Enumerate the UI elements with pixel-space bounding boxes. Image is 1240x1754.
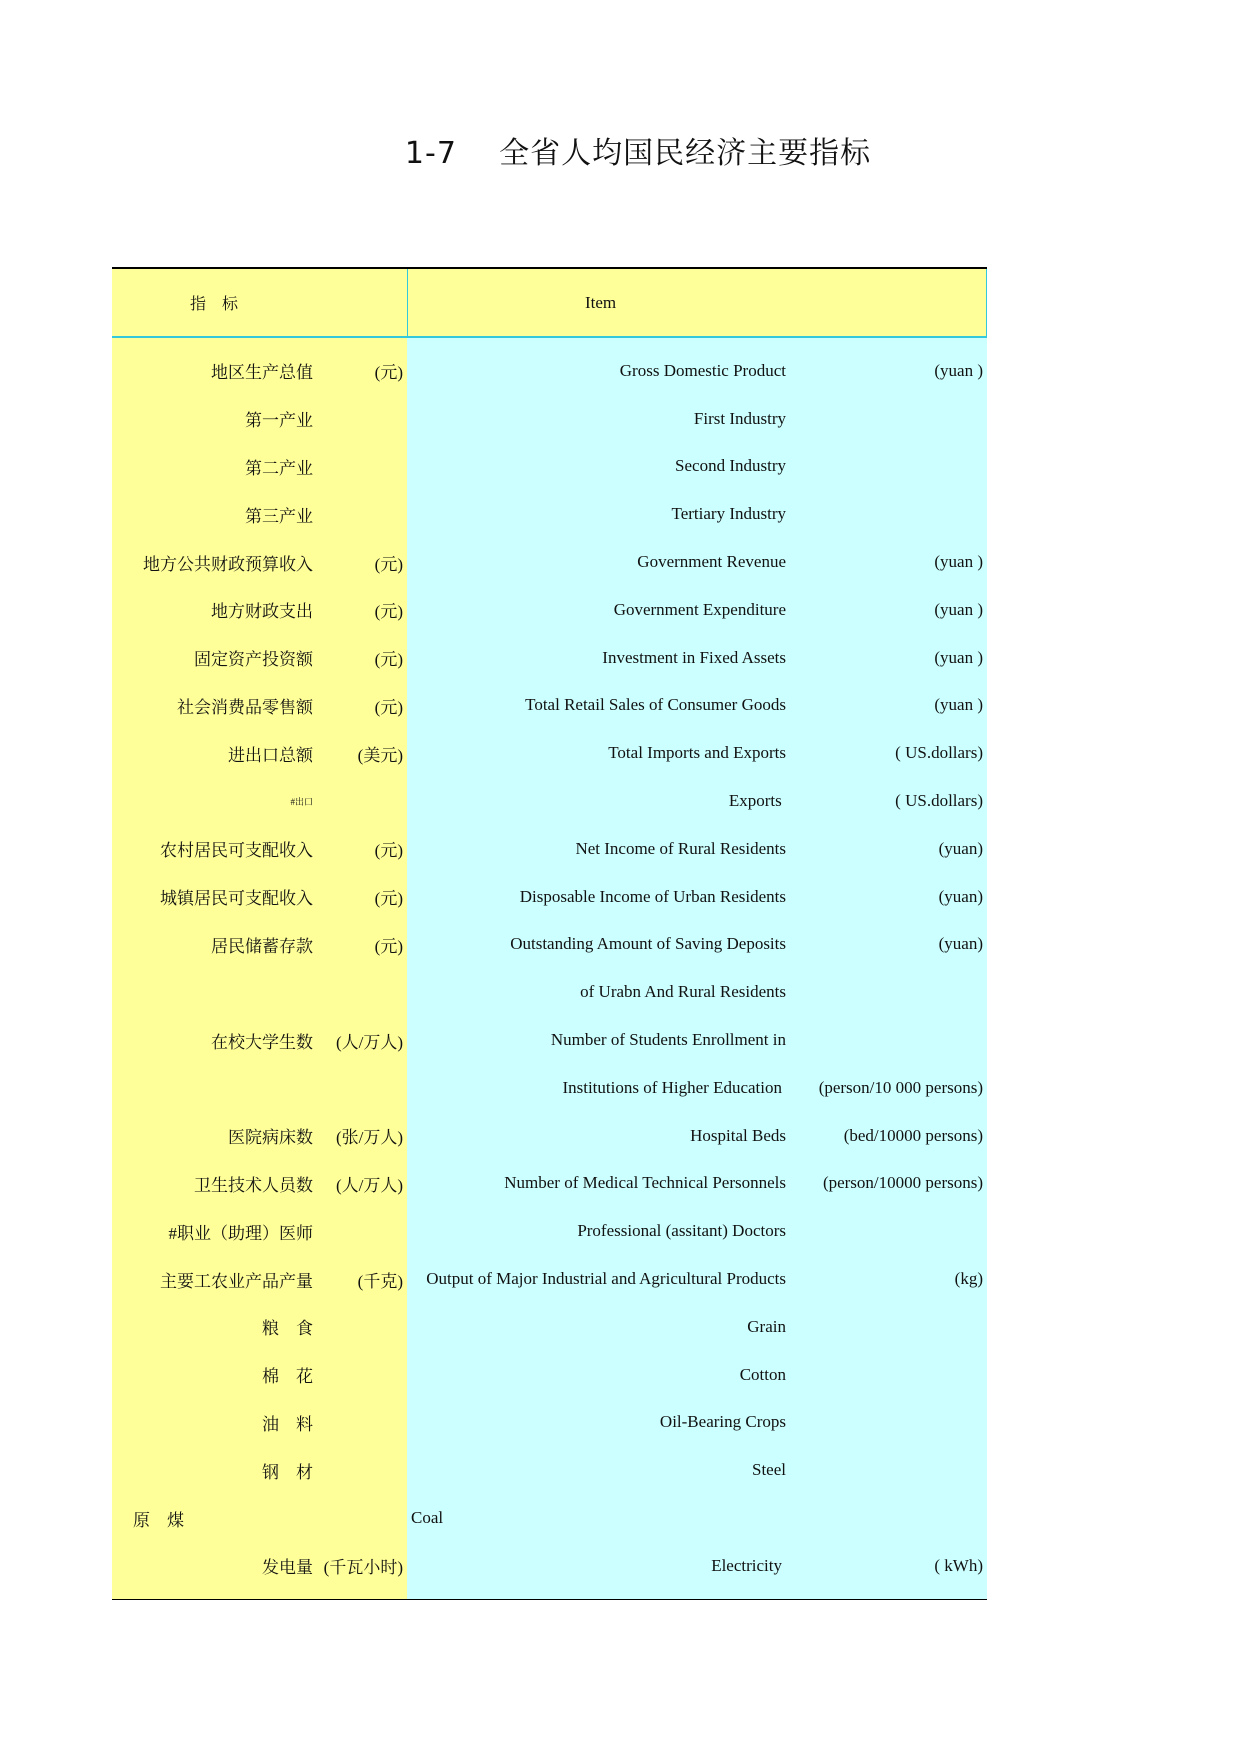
cn-unit: (人/万人): [335, 1175, 403, 1195]
page-title: 1-7 全省人均国民经济主要指标: [404, 136, 872, 171]
cn-unit: (元): [374, 554, 403, 574]
en-unit: (yuan): [938, 886, 983, 906]
cn-label: 社会消费品零售额: [177, 697, 313, 717]
en-unit: (yuan ): [934, 647, 983, 667]
en-unit: (person/10 000 persons): [818, 1077, 983, 1097]
en-unit: (bed/10000 persons): [843, 1125, 983, 1145]
en-label: Grain: [747, 1316, 786, 1336]
cn-label: 在校大学生数: [211, 1032, 313, 1052]
cn-label: 第一产业: [245, 411, 313, 431]
table-row: [112, 1207, 987, 1255]
cn-label: 卫生技术人员数: [194, 1175, 313, 1195]
cn-label: 第二产业: [245, 458, 313, 478]
cn-label: 粮 食: [262, 1319, 313, 1339]
cn-unit: (美元): [357, 745, 403, 765]
cn-label: #职业（助理）医师: [168, 1223, 313, 1243]
en-label: Government Expenditure: [613, 599, 786, 619]
cn-label: 地区生产总值: [211, 363, 313, 383]
cn-label: 固定资产投资额: [194, 650, 313, 670]
table-row: [112, 634, 987, 682]
en-label: Government Revenue: [637, 552, 786, 572]
cn-unit: (人/万人): [335, 1032, 403, 1052]
cn-unit: (元): [374, 889, 403, 909]
header-en-label: Item: [407, 269, 987, 336]
en-label: First Industry: [693, 408, 786, 428]
table-row: [112, 1255, 987, 1303]
en-unit: (yuan): [938, 838, 983, 858]
cn-unit: (元): [374, 697, 403, 717]
cn-label: 医院病床数: [228, 1128, 313, 1148]
en-label: Number of Medical Technical Personnels: [504, 1173, 786, 1193]
en-unit: ( US.dollars): [895, 743, 983, 763]
en-unit: (yuan ): [934, 360, 983, 380]
cn-unit: (千克): [357, 1271, 403, 1291]
cn-unit: (元): [374, 841, 403, 861]
en-label: Investment in Fixed Assets: [602, 647, 786, 667]
cn-label: 油 料: [262, 1414, 313, 1434]
table-row: [112, 1351, 987, 1399]
table-row: [112, 1399, 987, 1447]
table-row: [112, 921, 987, 969]
en-unit: (person/10000 persons): [822, 1173, 983, 1193]
table-row: [112, 777, 987, 825]
en-label: Hospital Beds: [690, 1125, 786, 1145]
indicator-table: [112, 267, 987, 1600]
en-label: Total Imports and Exports: [608, 743, 786, 763]
en-unit: (yuan ): [934, 599, 983, 619]
table-row: [112, 586, 987, 634]
cn-unit: (千瓦小时): [323, 1558, 403, 1578]
en-unit: (kg): [954, 1269, 983, 1289]
table-row: [112, 538, 987, 586]
cn-label: 农村居民可支配收入: [160, 841, 313, 861]
cn-label: 发电量: [262, 1558, 313, 1578]
en-label: Cotton: [739, 1364, 786, 1384]
en-unit: ( US.dollars): [895, 791, 983, 811]
table-row: [112, 443, 987, 491]
en-label: Gross Domestic Product: [619, 360, 786, 380]
cn-label: 棉 花: [262, 1367, 313, 1387]
cn-label: 地方财政支出: [211, 602, 313, 622]
table-row: [112, 1303, 987, 1351]
en-label: Institutions of Higher Education: [562, 1077, 782, 1097]
cn-label: 城镇居民可支配收入: [160, 889, 313, 909]
cn-unit: (张/万人): [335, 1128, 403, 1148]
en-label: Net Income of Rural Residents: [575, 838, 786, 858]
en-label: Oil-Bearing Crops: [659, 1412, 786, 1432]
en-label: Total Retail Sales of Consumer Goods: [525, 695, 786, 715]
table-row: [112, 1016, 987, 1064]
en-label: Tertiary Industry: [671, 504, 786, 524]
table-row: [112, 968, 987, 1016]
cn-label: 原 煤: [133, 1510, 184, 1530]
cn-label: 主要工农业产品产量: [160, 1271, 313, 1291]
en-unit: (yuan ): [934, 552, 983, 572]
table-row: [112, 1064, 987, 1112]
en-label: Electricity: [711, 1555, 782, 1575]
cn-unit: (元): [374, 650, 403, 670]
table-body: [112, 338, 987, 1600]
en-label: Outstanding Amount of Saving Deposits: [510, 934, 786, 954]
table-header: [112, 267, 987, 338]
cn-label: 地方公共财政预算收入: [143, 554, 313, 574]
en-label: Exports: [728, 791, 786, 811]
cn-label: 钢 材: [262, 1462, 313, 1482]
table-row: [112, 490, 987, 538]
cn-label: 居民储蓄存款: [211, 936, 313, 956]
header-cn-label: 指标: [112, 269, 407, 336]
en-unit: ( kWh): [934, 1555, 983, 1575]
en-label: Output of Major Industrial and Agricultural Products: [426, 1269, 786, 1289]
table-row: [112, 1160, 987, 1208]
cn-unit: (元): [374, 936, 403, 956]
table-row: [112, 1542, 987, 1590]
table-row: [112, 825, 987, 873]
table-row: [112, 395, 987, 443]
en-label: Coal: [411, 1508, 444, 1528]
table-row: [112, 347, 987, 395]
table-row: [112, 1446, 987, 1494]
en-label: Disposable Income of Urban Residents: [519, 886, 786, 906]
table-row: [112, 873, 987, 921]
table-row: [112, 1494, 987, 1542]
table-row: [112, 1112, 987, 1160]
cn-unit: (元): [374, 363, 403, 383]
cn-label: 进出口总额: [228, 745, 313, 765]
en-label: Steel: [752, 1460, 786, 1480]
en-label: of Urabn And Rural Residents: [580, 982, 786, 1002]
en-unit: (yuan): [938, 934, 983, 954]
en-label: Second Industry: [675, 456, 786, 476]
en-unit: (yuan ): [934, 695, 983, 715]
cn-label: 第三产业: [245, 506, 313, 526]
cn-label: #出口: [290, 796, 313, 807]
table-row: [112, 682, 987, 730]
table-row: [112, 729, 987, 777]
en-label: Professional (assitant) Doctors: [577, 1221, 786, 1241]
cn-unit: (元): [374, 602, 403, 622]
en-label: Number of Students Enrollment in: [550, 1030, 786, 1050]
